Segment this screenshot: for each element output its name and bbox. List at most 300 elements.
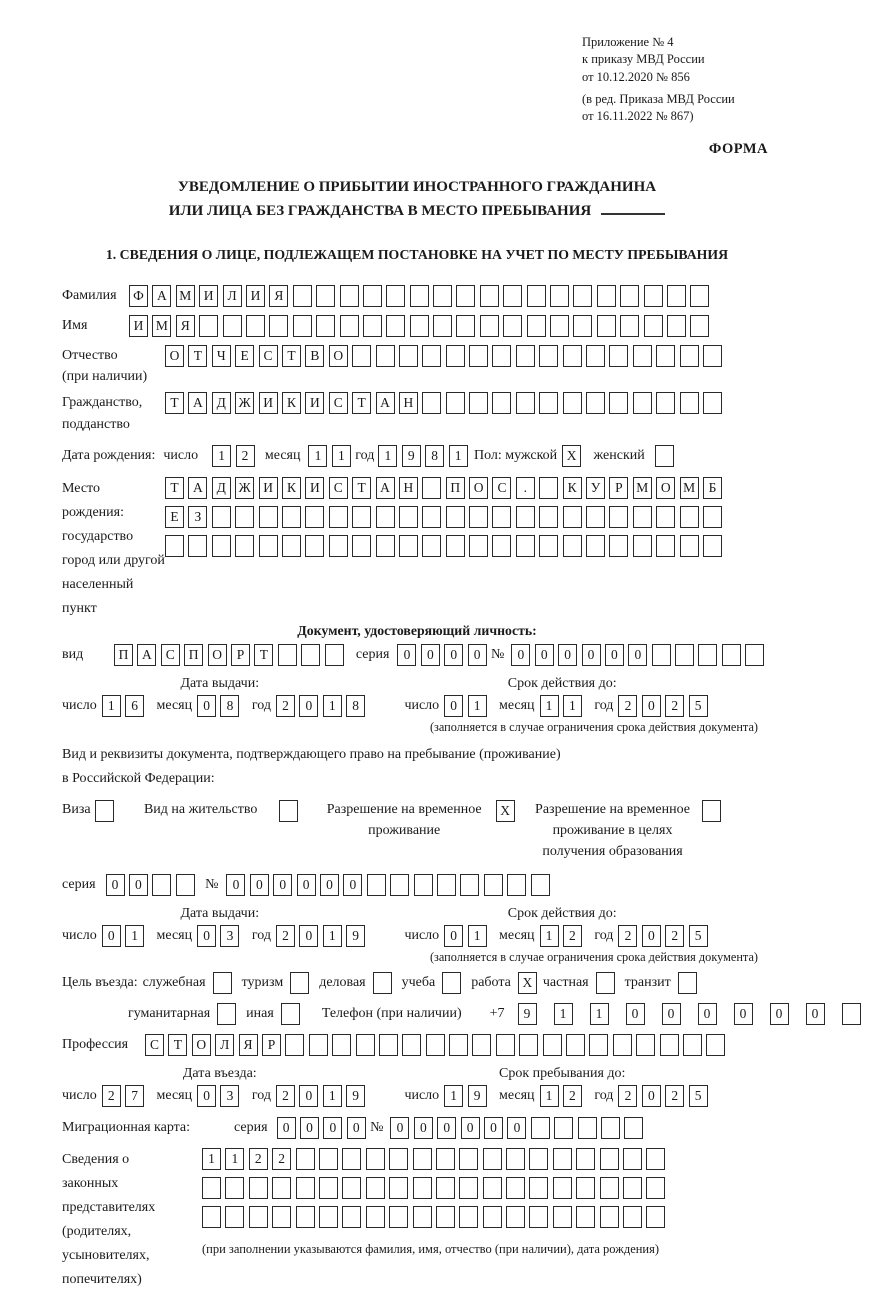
char-cell[interactable]: 9	[518, 1003, 537, 1025]
char-cell[interactable]	[389, 1177, 408, 1199]
char-cell[interactable]	[356, 1034, 375, 1056]
char-cell[interactable]	[296, 1206, 315, 1228]
char-cell[interactable]: 0	[444, 925, 463, 947]
char-cell[interactable]	[413, 1177, 432, 1199]
char-cell[interactable]: 0	[297, 874, 316, 896]
char-cell[interactable]: 0	[299, 925, 318, 947]
char-cell[interactable]	[367, 874, 386, 896]
char-cell[interactable]	[413, 1148, 432, 1170]
char-cell[interactable]	[609, 506, 628, 528]
char-cell[interactable]: 9	[346, 1085, 365, 1107]
char-cell[interactable]	[633, 506, 652, 528]
char-cell[interactable]: Т	[165, 392, 184, 414]
temp-residence-checkbox[interactable]: X	[496, 800, 515, 822]
char-cell[interactable]	[492, 392, 511, 414]
char-cell[interactable]	[646, 1206, 665, 1228]
char-cell[interactable]	[366, 1206, 385, 1228]
char-cell[interactable]	[376, 345, 395, 367]
char-cell[interactable]	[422, 392, 441, 414]
char-cell[interactable]	[601, 1117, 620, 1139]
char-cell[interactable]: 1	[102, 695, 121, 717]
char-cell[interactable]	[600, 1206, 619, 1228]
char-cell[interactable]	[282, 535, 301, 557]
char-cell[interactable]: 5	[689, 925, 708, 947]
char-cell[interactable]	[316, 315, 335, 337]
purpose-private-checkbox[interactable]	[596, 972, 615, 994]
char-cell[interactable]	[550, 285, 569, 307]
char-cell[interactable]	[386, 315, 405, 337]
char-cell[interactable]	[223, 315, 242, 337]
char-cell[interactable]	[363, 315, 382, 337]
char-cell[interactable]: 8	[220, 695, 239, 717]
char-cell[interactable]	[389, 1148, 408, 1170]
char-cell[interactable]: 1	[323, 925, 342, 947]
char-cell[interactable]	[589, 1034, 608, 1056]
char-cell[interactable]: 2	[276, 925, 295, 947]
char-cell[interactable]: А	[188, 392, 207, 414]
char-cell[interactable]	[539, 477, 558, 499]
char-cell[interactable]: И	[199, 285, 218, 307]
char-cell[interactable]: П	[114, 644, 133, 666]
purpose-commercial-checkbox[interactable]	[373, 972, 392, 994]
char-cell[interactable]: 1	[125, 925, 144, 947]
char-cell[interactable]: О	[656, 477, 675, 499]
char-cell[interactable]: Ж	[235, 392, 254, 414]
char-cell[interactable]	[363, 285, 382, 307]
char-cell[interactable]	[703, 392, 722, 414]
char-cell[interactable]: Д	[212, 392, 231, 414]
char-cell[interactable]: З	[188, 506, 207, 528]
char-cell[interactable]	[597, 315, 616, 337]
char-cell[interactable]: 2	[276, 1085, 295, 1107]
char-cell[interactable]	[437, 874, 456, 896]
char-cell[interactable]	[483, 1206, 502, 1228]
char-cell[interactable]: Л	[215, 1034, 234, 1056]
char-cell[interactable]: 1	[449, 445, 468, 467]
char-cell[interactable]: 0	[106, 874, 125, 896]
char-cell[interactable]	[459, 1206, 478, 1228]
char-cell[interactable]	[472, 1034, 491, 1056]
char-cell[interactable]: 2	[618, 695, 637, 717]
char-cell[interactable]: 1	[540, 695, 559, 717]
title-blank-underline[interactable]	[601, 201, 665, 215]
char-cell[interactable]: 5	[689, 695, 708, 717]
char-cell[interactable]	[436, 1206, 455, 1228]
char-cell[interactable]	[620, 315, 639, 337]
char-cell[interactable]	[316, 285, 335, 307]
char-cell[interactable]	[480, 285, 499, 307]
char-cell[interactable]	[503, 285, 522, 307]
sex-female-checkbox[interactable]	[655, 445, 674, 467]
char-cell[interactable]: 0	[626, 1003, 645, 1025]
char-cell[interactable]	[652, 644, 671, 666]
char-cell[interactable]	[202, 1206, 221, 1228]
sex-male-checkbox[interactable]: X	[562, 445, 581, 467]
char-cell[interactable]	[426, 1034, 445, 1056]
char-cell[interactable]	[516, 535, 535, 557]
char-cell[interactable]: К	[282, 392, 301, 414]
char-cell[interactable]: Ч	[212, 345, 231, 367]
char-cell[interactable]	[225, 1177, 244, 1199]
char-cell[interactable]	[446, 506, 465, 528]
char-cell[interactable]	[644, 285, 663, 307]
char-cell[interactable]: 3	[220, 925, 239, 947]
char-cell[interactable]: 9	[402, 445, 421, 467]
char-cell[interactable]	[483, 1148, 502, 1170]
char-cell[interactable]: 1	[202, 1148, 221, 1170]
char-cell[interactable]: 0	[250, 874, 269, 896]
char-cell[interactable]	[609, 392, 628, 414]
char-cell[interactable]	[436, 1148, 455, 1170]
char-cell[interactable]	[483, 1177, 502, 1199]
char-cell[interactable]: М	[633, 477, 652, 499]
char-cell[interactable]: А	[376, 477, 395, 499]
char-cell[interactable]	[680, 392, 699, 414]
char-cell[interactable]	[646, 1177, 665, 1199]
char-cell[interactable]	[436, 1177, 455, 1199]
char-cell[interactable]: 0	[642, 925, 661, 947]
char-cell[interactable]: И	[259, 392, 278, 414]
char-cell[interactable]: 2	[276, 695, 295, 717]
char-cell[interactable]	[539, 392, 558, 414]
char-cell[interactable]: 0	[511, 644, 530, 666]
char-cell[interactable]	[199, 315, 218, 337]
char-cell[interactable]	[366, 1177, 385, 1199]
char-cell[interactable]	[531, 1117, 550, 1139]
char-cell[interactable]	[553, 1148, 572, 1170]
char-cell[interactable]	[319, 1206, 338, 1228]
char-cell[interactable]	[576, 1148, 595, 1170]
purpose-tourism-checkbox[interactable]	[290, 972, 309, 994]
char-cell[interactable]	[449, 1034, 468, 1056]
char-cell[interactable]: Р	[231, 644, 250, 666]
char-cell[interactable]: 1	[563, 695, 582, 717]
char-cell[interactable]	[301, 644, 320, 666]
char-cell[interactable]: Т	[352, 392, 371, 414]
char-cell[interactable]	[422, 345, 441, 367]
char-cell[interactable]: Т	[254, 644, 273, 666]
char-cell[interactable]	[376, 535, 395, 557]
char-cell[interactable]	[842, 1003, 861, 1025]
char-cell[interactable]: 0	[642, 695, 661, 717]
char-cell[interactable]: 0	[461, 1117, 480, 1139]
char-cell[interactable]	[563, 535, 582, 557]
char-cell[interactable]	[319, 1177, 338, 1199]
char-cell[interactable]: С	[145, 1034, 164, 1056]
char-cell[interactable]: А	[152, 285, 171, 307]
char-cell[interactable]	[623, 1206, 642, 1228]
char-cell[interactable]: Р	[609, 477, 628, 499]
char-cell[interactable]: 0	[323, 1117, 342, 1139]
char-cell[interactable]	[656, 506, 675, 528]
char-cell[interactable]: 8	[425, 445, 444, 467]
purpose-humanitarian-checkbox[interactable]	[217, 1003, 236, 1025]
char-cell[interactable]	[165, 535, 184, 557]
char-cell[interactable]	[573, 315, 592, 337]
char-cell[interactable]	[620, 285, 639, 307]
char-cell[interactable]	[586, 392, 605, 414]
char-cell[interactable]: Н	[399, 477, 418, 499]
char-cell[interactable]: М	[152, 315, 171, 337]
char-cell[interactable]: И	[129, 315, 148, 337]
char-cell[interactable]	[235, 506, 254, 528]
char-cell[interactable]: 1	[468, 695, 487, 717]
char-cell[interactable]: Ф	[129, 285, 148, 307]
char-cell[interactable]: Д	[212, 477, 231, 499]
char-cell[interactable]	[293, 315, 312, 337]
char-cell[interactable]: 0	[299, 1085, 318, 1107]
char-cell[interactable]: П	[184, 644, 203, 666]
char-cell[interactable]	[259, 506, 278, 528]
char-cell[interactable]: 0	[734, 1003, 753, 1025]
char-cell[interactable]	[352, 506, 371, 528]
char-cell[interactable]	[282, 506, 301, 528]
char-cell[interactable]: 1	[378, 445, 397, 467]
char-cell[interactable]	[703, 345, 722, 367]
char-cell[interactable]	[573, 285, 592, 307]
char-cell[interactable]	[553, 1177, 572, 1199]
char-cell[interactable]	[212, 506, 231, 528]
char-cell[interactable]	[722, 644, 741, 666]
char-cell[interactable]	[600, 1177, 619, 1199]
char-cell[interactable]	[278, 644, 297, 666]
char-cell[interactable]	[366, 1148, 385, 1170]
char-cell[interactable]	[633, 535, 652, 557]
char-cell[interactable]	[469, 392, 488, 414]
char-cell[interactable]	[319, 1148, 338, 1170]
char-cell[interactable]	[503, 315, 522, 337]
char-cell[interactable]	[293, 285, 312, 307]
char-cell[interactable]: О	[192, 1034, 211, 1056]
char-cell[interactable]: 1	[212, 445, 231, 467]
char-cell[interactable]: И	[305, 477, 324, 499]
char-cell[interactable]: 2	[236, 445, 255, 467]
char-cell[interactable]	[690, 315, 709, 337]
char-cell[interactable]: 1	[323, 695, 342, 717]
char-cell[interactable]	[675, 644, 694, 666]
visa-checkbox[interactable]	[95, 800, 114, 822]
char-cell[interactable]	[329, 535, 348, 557]
char-cell[interactable]: Б	[703, 477, 722, 499]
char-cell[interactable]	[480, 315, 499, 337]
char-cell[interactable]: 1	[590, 1003, 609, 1025]
char-cell[interactable]	[305, 535, 324, 557]
char-cell[interactable]	[527, 315, 546, 337]
char-cell[interactable]	[422, 535, 441, 557]
char-cell[interactable]	[456, 285, 475, 307]
char-cell[interactable]	[390, 874, 409, 896]
char-cell[interactable]	[529, 1177, 548, 1199]
char-cell[interactable]	[516, 392, 535, 414]
char-cell[interactable]: М	[176, 285, 195, 307]
char-cell[interactable]: 2	[272, 1148, 291, 1170]
char-cell[interactable]: 1	[323, 1085, 342, 1107]
char-cell[interactable]	[680, 345, 699, 367]
char-cell[interactable]: О	[165, 345, 184, 367]
char-cell[interactable]	[272, 1177, 291, 1199]
char-cell[interactable]: Н	[399, 392, 418, 414]
char-cell[interactable]	[469, 506, 488, 528]
char-cell[interactable]: С	[492, 477, 511, 499]
char-cell[interactable]	[342, 1148, 361, 1170]
char-cell[interactable]	[389, 1206, 408, 1228]
purpose-study-checkbox[interactable]	[442, 972, 461, 994]
char-cell[interactable]	[269, 315, 288, 337]
char-cell[interactable]: 0	[535, 644, 554, 666]
char-cell[interactable]: У	[586, 477, 605, 499]
char-cell[interactable]	[259, 535, 278, 557]
char-cell[interactable]: И	[246, 285, 265, 307]
char-cell[interactable]	[399, 345, 418, 367]
char-cell[interactable]: 1	[468, 925, 487, 947]
char-cell[interactable]: С	[259, 345, 278, 367]
char-cell[interactable]	[586, 535, 605, 557]
char-cell[interactable]: Т	[188, 345, 207, 367]
char-cell[interactable]: 2	[102, 1085, 121, 1107]
char-cell[interactable]: 0	[421, 644, 440, 666]
char-cell[interactable]	[506, 1206, 525, 1228]
char-cell[interactable]	[285, 1034, 304, 1056]
char-cell[interactable]	[492, 535, 511, 557]
char-cell[interactable]	[399, 506, 418, 528]
temp-residence-edu-checkbox[interactable]	[702, 800, 721, 822]
char-cell[interactable]	[433, 285, 452, 307]
purpose-transit-checkbox[interactable]	[678, 972, 697, 994]
char-cell[interactable]	[550, 315, 569, 337]
char-cell[interactable]	[225, 1206, 244, 1228]
char-cell[interactable]	[586, 506, 605, 528]
char-cell[interactable]	[152, 874, 171, 896]
char-cell[interactable]	[342, 1177, 361, 1199]
char-cell[interactable]	[484, 874, 503, 896]
char-cell[interactable]	[539, 535, 558, 557]
char-cell[interactable]: 0	[444, 695, 463, 717]
char-cell[interactable]	[703, 506, 722, 528]
char-cell[interactable]: 9	[346, 925, 365, 947]
char-cell[interactable]: 0	[197, 695, 216, 717]
char-cell[interactable]	[249, 1206, 268, 1228]
char-cell[interactable]: 0	[277, 1117, 296, 1139]
char-cell[interactable]	[352, 345, 371, 367]
char-cell[interactable]	[446, 392, 465, 414]
char-cell[interactable]	[529, 1206, 548, 1228]
char-cell[interactable]: 1	[308, 445, 327, 467]
char-cell[interactable]	[422, 506, 441, 528]
char-cell[interactable]: П	[446, 477, 465, 499]
char-cell[interactable]: 2	[665, 1085, 684, 1107]
char-cell[interactable]: 0	[102, 925, 121, 947]
char-cell[interactable]: 8	[346, 695, 365, 717]
char-cell[interactable]: 2	[618, 925, 637, 947]
char-cell[interactable]	[680, 506, 699, 528]
char-cell[interactable]	[633, 345, 652, 367]
char-cell[interactable]: Я	[239, 1034, 258, 1056]
char-cell[interactable]: К	[282, 477, 301, 499]
char-cell[interactable]	[680, 535, 699, 557]
char-cell[interactable]: 1	[540, 925, 559, 947]
char-cell[interactable]: 1	[554, 1003, 573, 1025]
char-cell[interactable]	[623, 1148, 642, 1170]
char-cell[interactable]	[656, 535, 675, 557]
char-cell[interactable]: Е	[235, 345, 254, 367]
char-cell[interactable]	[492, 506, 511, 528]
char-cell[interactable]	[410, 285, 429, 307]
char-cell[interactable]	[422, 477, 441, 499]
char-cell[interactable]: Т	[282, 345, 301, 367]
char-cell[interactable]	[459, 1148, 478, 1170]
char-cell[interactable]: А	[188, 477, 207, 499]
char-cell[interactable]	[296, 1177, 315, 1199]
char-cell[interactable]: 0	[806, 1003, 825, 1025]
char-cell[interactable]: С	[329, 477, 348, 499]
char-cell[interactable]: 0	[582, 644, 601, 666]
char-cell[interactable]	[272, 1206, 291, 1228]
char-cell[interactable]	[566, 1034, 585, 1056]
char-cell[interactable]: 0	[698, 1003, 717, 1025]
char-cell[interactable]	[492, 345, 511, 367]
char-cell[interactable]: И	[259, 477, 278, 499]
char-cell[interactable]	[433, 315, 452, 337]
char-cell[interactable]: 0	[414, 1117, 433, 1139]
char-cell[interactable]	[305, 506, 324, 528]
char-cell[interactable]	[624, 1117, 643, 1139]
char-cell[interactable]: Т	[352, 477, 371, 499]
char-cell[interactable]: 0	[300, 1117, 319, 1139]
char-cell[interactable]	[539, 506, 558, 528]
char-cell[interactable]	[379, 1034, 398, 1056]
char-cell[interactable]	[332, 1034, 351, 1056]
char-cell[interactable]	[578, 1117, 597, 1139]
char-cell[interactable]	[340, 315, 359, 337]
char-cell[interactable]: 0	[347, 1117, 366, 1139]
char-cell[interactable]	[325, 644, 344, 666]
char-cell[interactable]	[690, 285, 709, 307]
char-cell[interactable]	[667, 285, 686, 307]
char-cell[interactable]	[554, 1117, 573, 1139]
char-cell[interactable]	[342, 1206, 361, 1228]
char-cell[interactable]	[703, 535, 722, 557]
char-cell[interactable]: 0	[444, 644, 463, 666]
char-cell[interactable]	[212, 535, 231, 557]
char-cell[interactable]: 1	[540, 1085, 559, 1107]
char-cell[interactable]: А	[376, 392, 395, 414]
char-cell[interactable]: Т	[168, 1034, 187, 1056]
char-cell[interactable]	[698, 644, 717, 666]
purpose-work-checkbox[interactable]: X	[518, 972, 537, 994]
char-cell[interactable]: 0	[605, 644, 624, 666]
char-cell[interactable]: 2	[618, 1085, 637, 1107]
char-cell[interactable]: 5	[689, 1085, 708, 1107]
purpose-business-checkbox[interactable]	[213, 972, 232, 994]
char-cell[interactable]: 0	[507, 1117, 526, 1139]
char-cell[interactable]: 1	[444, 1085, 463, 1107]
char-cell[interactable]: 0	[468, 644, 487, 666]
char-cell[interactable]	[235, 535, 254, 557]
char-cell[interactable]	[586, 345, 605, 367]
char-cell[interactable]	[459, 1177, 478, 1199]
char-cell[interactable]	[656, 392, 675, 414]
char-cell[interactable]: .	[516, 477, 535, 499]
char-cell[interactable]: 0	[628, 644, 647, 666]
char-cell[interactable]: 6	[125, 695, 144, 717]
char-cell[interactable]: 2	[563, 925, 582, 947]
char-cell[interactable]	[246, 315, 265, 337]
char-cell[interactable]	[507, 874, 526, 896]
char-cell[interactable]: С	[161, 644, 180, 666]
char-cell[interactable]: 2	[665, 695, 684, 717]
char-cell[interactable]: С	[329, 392, 348, 414]
char-cell[interactable]	[563, 506, 582, 528]
